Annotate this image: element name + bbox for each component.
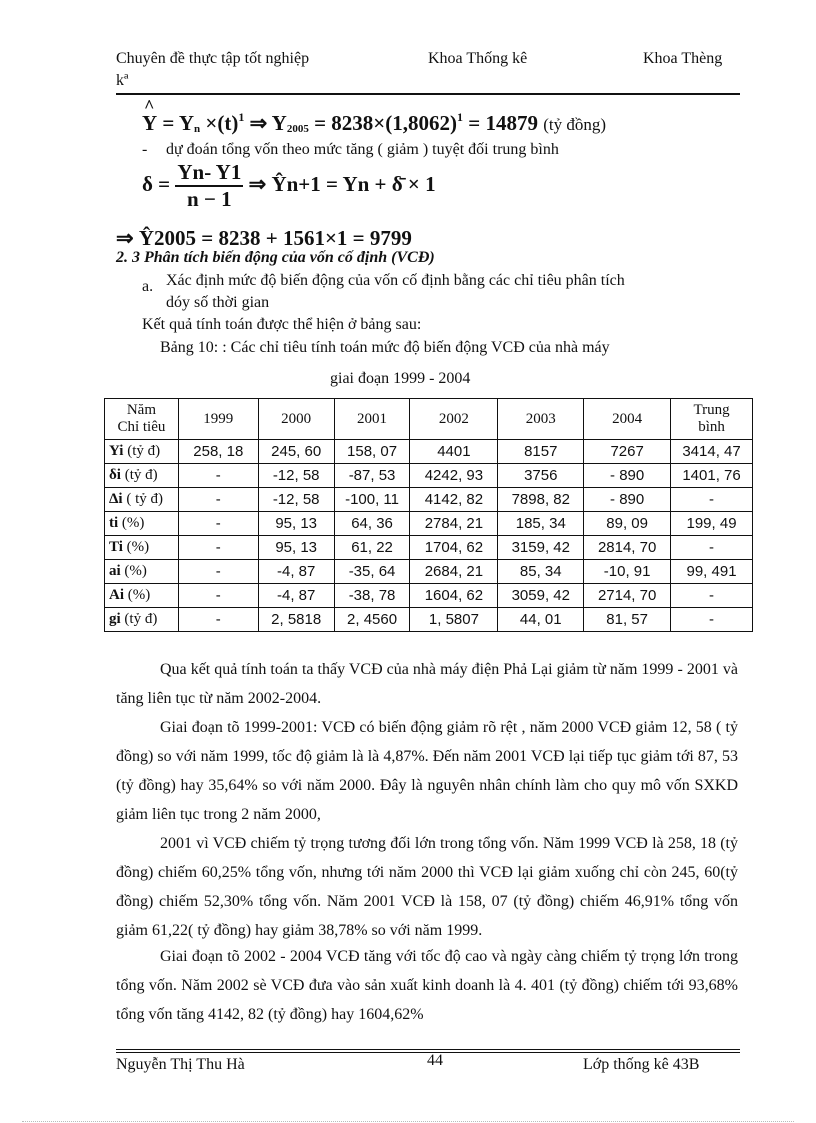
f2-rhs: ⇒ Ŷn+1 = Yn + δ̄ × 1 (248, 171, 436, 196)
f2-denominator: n − 1 (187, 187, 232, 211)
col-header: 2001 (334, 399, 410, 440)
row-label (105, 440, 179, 464)
table-cell: -12, 58 (258, 464, 334, 488)
table-cell: 2784, 21 (410, 512, 498, 536)
table-row (105, 560, 753, 584)
table-cell: - (671, 488, 753, 512)
corner-cell (105, 399, 179, 440)
footer-rule-1 (116, 1049, 740, 1050)
f2-numerator: Yn- Y1 (175, 160, 243, 187)
table-cell: 2, 5818 (258, 608, 334, 632)
formula-forecast-2005: ⇒ Ŷ2005 = 8238 + 1561×1 = 9799 (116, 226, 412, 250)
row-label (105, 608, 179, 632)
item-marker: a. (142, 278, 154, 295)
table-cell: 2714, 70 (584, 584, 671, 608)
page-edge (22, 1121, 794, 1122)
table-cell: 1704, 62 (410, 536, 498, 560)
paragraph-1: Qua kết quả tính toán ta thấy VCĐ của nhà máy điện Phả Lại giảm từ năm 1999 - 2001 và tăng liên tục từ năm 2002-2004. (116, 661, 738, 707)
table-cell: 3414, 47 (671, 440, 753, 464)
table-cell: 258, 18 (178, 440, 258, 464)
f1-sub-n: n (194, 123, 201, 135)
col-header: 2000 (258, 399, 334, 440)
table-cell: 1401, 76 (671, 464, 753, 488)
header-left: Chuyên đề thực tập tốt nghiệp (116, 50, 310, 67)
row-unit: (%) (126, 539, 150, 555)
table-cell: -10, 91 (584, 560, 671, 584)
table-cell: 2814, 70 (584, 536, 671, 560)
row-label (105, 464, 179, 488)
table-cell: 3059, 42 (498, 584, 584, 608)
row-label (105, 560, 179, 584)
corner-bottom: Chỉ tiêu (117, 419, 166, 435)
row-unit: ( tỷ đ) (126, 491, 163, 507)
table-row (105, 464, 753, 488)
table-cell: 8157 (498, 440, 584, 464)
table-cell: 1604, 62 (410, 584, 498, 608)
table-cell: 2, 4560 (334, 608, 410, 632)
table-cell: 44, 01 (498, 608, 584, 632)
header-rule (116, 93, 740, 95)
row-symbol: ai (109, 563, 121, 579)
footer-page-number: 44 (427, 1052, 443, 1069)
formula-forecast-growth (142, 110, 606, 136)
row-label (105, 488, 179, 512)
table-cell: -4, 87 (258, 584, 334, 608)
row-unit: (%) (127, 587, 151, 603)
row-unit: (%) (121, 515, 145, 531)
f2-fraction (175, 160, 243, 212)
row-symbol: Yi (109, 443, 124, 459)
row-symbol: Ai (109, 587, 124, 603)
f1-unit: (tỷ đồng) (543, 115, 607, 134)
f2-delta: δ = (142, 171, 171, 196)
table-row (105, 608, 753, 632)
header-left-cont: kª (116, 72, 129, 89)
header-center: Khoa Thống kê (428, 50, 528, 67)
table-cell: -4, 87 (258, 560, 334, 584)
table-cell: - (178, 536, 258, 560)
formula-delta (142, 160, 436, 212)
table-cell: 61, 22 (334, 536, 410, 560)
table-cell: 3159, 42 (498, 536, 584, 560)
table-cell: 1, 5807 (410, 608, 498, 632)
table-cell: 2684, 21 (410, 560, 498, 584)
table-cell: 81, 57 (584, 608, 671, 632)
table-row (105, 488, 753, 512)
bullet-text: dự đoán tổng vốn theo mức tăng ( giảm ) tuyệt đối trung bình (166, 141, 559, 158)
corner-top: Năm (126, 402, 157, 418)
header-right: Khoa Thèng (643, 50, 723, 67)
bullet-dash: - (142, 141, 148, 158)
paragraph-4: Giai đoạn tõ 2002 - 2004 VCĐ tăng với tốc độ cao và ngày càng chiếm tỷ trọng lớn trong tổng vốn. Năm 2002 sè VCĐ đưa vào sản xuất kinh doanh là 4. 401 (tỷ đồng) chiếm tới 93,68% tổng vốn tăng 4142, 82 (tỷ đồng) hay 1604,62% (116, 948, 738, 1023)
table-cell: - 890 (584, 488, 671, 512)
table-cell: 7898, 82 (498, 488, 584, 512)
col-header: 1999 (178, 399, 258, 440)
table-cell: 95, 13 (258, 536, 334, 560)
paragraph-3: 2001 vì VCĐ chiếm tỷ trọng tương đối lớn trong tổng vốn. Năm 1999 VCĐ là 258, 18 (tỷ đồng) chiếm 60,25% tổng vốn, nhưng tới năm 2000 thì VCĐ lại giảm xuống chỉ còn 245, 60(tỷ đồng) chiếm 52,30% tổng vốn. Năm 2001 VCĐ là 158, 07 (tỷ đồng) chiếm 46,91% tổng vốn giảm 61,22( tỷ đồng) hay giảm 38,78% so với năm 1999. (116, 835, 738, 939)
item-text-1: Xác định mức độ biến động của vốn cố định bằng các chỉ tiêu phân tích (166, 272, 625, 289)
table-row (105, 440, 753, 464)
result-line: Kết quả tính toán được thể hiện ở bảng sau: (142, 316, 422, 333)
table-cell: - (178, 488, 258, 512)
table-cell: 4401 (410, 440, 498, 464)
footer-class: Lớp thống kê 43B (583, 1056, 700, 1073)
row-symbol: δi (109, 467, 121, 483)
table-cell: 89, 09 (584, 512, 671, 536)
table-cell: 199, 49 (671, 512, 753, 536)
row-unit: (tỷ đ) (124, 467, 158, 483)
table-cell: - (671, 536, 753, 560)
vcd-indicator-table (104, 398, 753, 632)
table-cell: -12, 58 (258, 488, 334, 512)
table-cell: - (671, 584, 753, 608)
table-row (105, 512, 753, 536)
table-cell: -100, 11 (334, 488, 410, 512)
table-cell: - (178, 608, 258, 632)
table-cell: 7267 (584, 440, 671, 464)
avg-top: Trung (693, 402, 730, 418)
row-symbol: Ti (109, 539, 123, 555)
table-title-2: giai đoạn 1999 - 2004 (330, 370, 471, 387)
f1-rhs: = 8238×(1,8062) (314, 111, 458, 135)
table-header-row (105, 399, 753, 440)
table-cell: - 890 (584, 464, 671, 488)
col-header-average (671, 399, 753, 440)
row-symbol: gi (109, 611, 121, 627)
f1-exp2: 1 (457, 110, 464, 124)
col-header: 2002 (410, 399, 498, 440)
y-hat: ^ Y (142, 111, 157, 136)
section-heading: 2. 3 Phân tích biến động của vốn cố định (VCĐ) (116, 249, 435, 266)
table-cell: 4142, 82 (410, 488, 498, 512)
row-label (105, 512, 179, 536)
table-cell: 3756 (498, 464, 584, 488)
row-unit: (%) (124, 563, 147, 579)
f1-result: = 14879 (468, 111, 538, 135)
col-header: 2003 (498, 399, 584, 440)
paragraph-2: Giai đoạn tõ 1999-2001: VCĐ có biến động giảm rõ rệt , năm 2000 VCĐ giảm 12, 58 ( tỷ đồng) so với năm 1999, tốc độ giảm là là 4,87%. Đến năm 2001 VCĐ lại tiếp tục giảm tới 87, 53 (tỷ đồng) hay 35,64% so với năm 2000. Đây là nguyên nhân chính làm cho quy mô vốn SXKD giảm liên tục trong 2 năm 2000, (116, 719, 738, 823)
table-cell: - (178, 560, 258, 584)
row-label (105, 536, 179, 560)
f1-eq: = Y (162, 111, 195, 135)
table-cell: - (178, 512, 258, 536)
table-cell: 99, 491 (671, 560, 753, 584)
table-row (105, 584, 753, 608)
table-cell: -35, 64 (334, 560, 410, 584)
table-row (105, 536, 753, 560)
row-symbol: ti (109, 515, 119, 531)
f1-exp: 1 (238, 110, 245, 124)
footer-author: Nguyễn Thị Thu Hà (116, 1056, 245, 1073)
row-symbol: Δi (109, 491, 123, 507)
table-cell: -87, 53 (334, 464, 410, 488)
table-cell: 64, 36 (334, 512, 410, 536)
table-cell: 4242, 93 (410, 464, 498, 488)
table-cell: 95, 13 (258, 512, 334, 536)
f1-arrow: ⇒ Y (249, 111, 287, 135)
table-body (105, 440, 753, 632)
row-unit: (tỷ đ) (127, 443, 161, 459)
table-cell: -38, 78 (334, 584, 410, 608)
f1-sub-2005: 2005 (286, 123, 309, 135)
row-unit: (tỷ đ) (124, 611, 158, 627)
table-cell: - (178, 584, 258, 608)
avg-bottom: bình (698, 419, 725, 435)
table-cell: - (178, 464, 258, 488)
table-cell: 185, 34 (498, 512, 584, 536)
table-title-1: Bảng 10: : Các chỉ tiêu tính toán mức độ biến động VCĐ của nhà máy (160, 339, 610, 356)
item-text-2: dóy số thời gian (166, 294, 270, 311)
table-cell: 85, 34 (498, 560, 584, 584)
col-header: 2004 (584, 399, 671, 440)
table-cell: 158, 07 (334, 440, 410, 464)
row-label (105, 584, 179, 608)
table-cell: 245, 60 (258, 440, 334, 464)
f1-times: ×(t) (205, 111, 239, 135)
table-cell: - (671, 608, 753, 632)
